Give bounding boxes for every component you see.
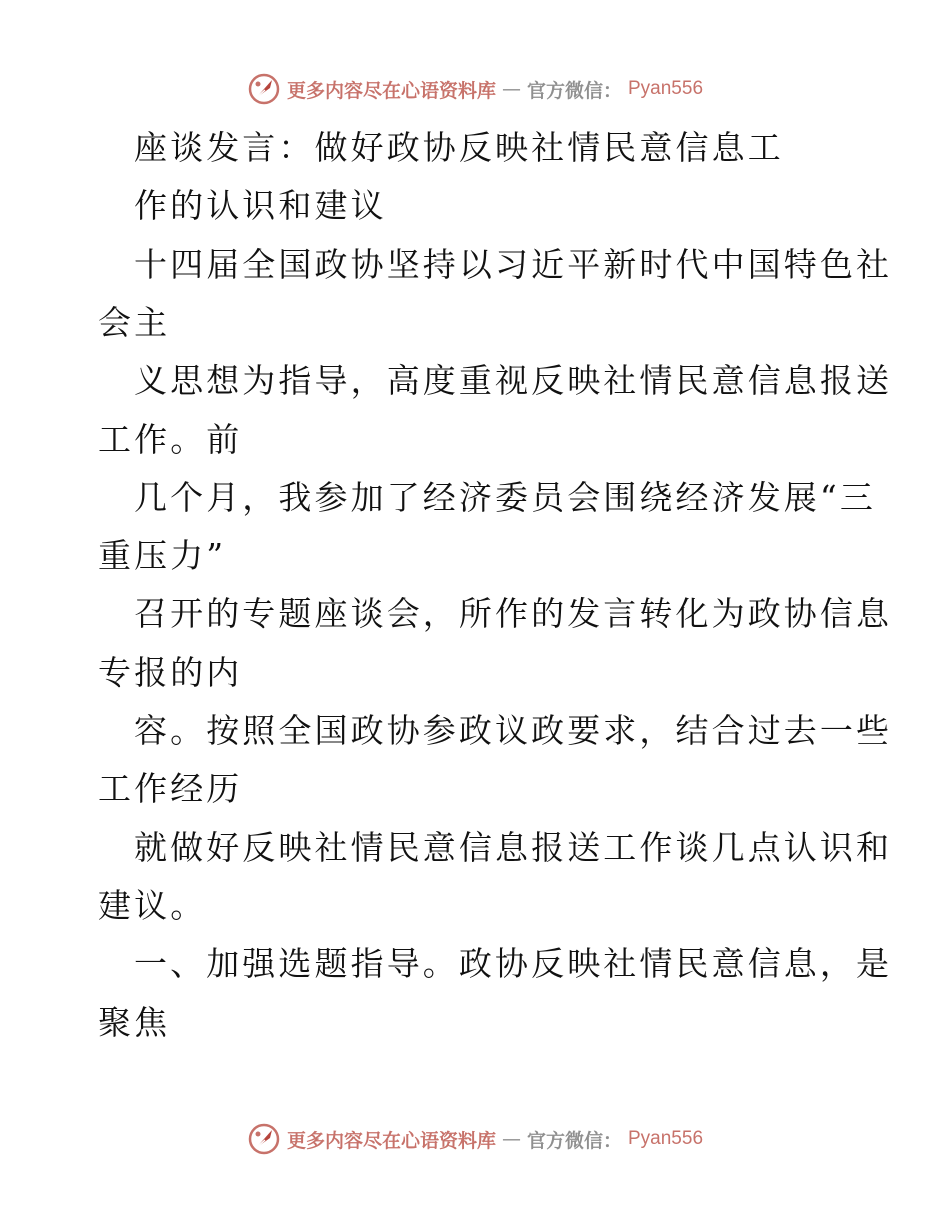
- text-line: 建议。: [98, 886, 207, 925]
- watermark-site-text: 更多内容尽在心语资料库: [286, 79, 496, 102]
- watermark-label: 官方微信：: [526, 1129, 622, 1152]
- quill-logo-icon: [247, 1122, 281, 1156]
- text-line: 一、加强选题指导。政协反映社情民意信息，是: [134, 944, 893, 983]
- text-line: 工作经历: [98, 769, 243, 808]
- text-line: 就做好反映社情民意信息报送工作谈几点认识和: [134, 828, 893, 867]
- watermark-label: 官方微信：: [526, 79, 622, 102]
- watermark-dash: —: [501, 1128, 521, 1150]
- text-line: 专报的内: [98, 653, 243, 692]
- watermark-site-text: 更多内容尽在心语资料库: [286, 1129, 496, 1152]
- watermark-wechat-id: Pyan556: [628, 1128, 704, 1149]
- text-line: 十四届全国政协坚持以习近平新时代中国特色社: [134, 245, 893, 284]
- text-line: 聚焦: [98, 1003, 171, 1042]
- watermark-dash: —: [501, 78, 521, 100]
- quill-logo-icon: [247, 72, 281, 106]
- text-line: 几个月，我参加了经济委员会围绕经济发展“三: [134, 478, 876, 517]
- header-watermark: [0, 72, 950, 106]
- footer-watermark: [0, 1122, 950, 1156]
- text-line: 容。按照全国政协参政议政要求，结合过去一些: [134, 711, 893, 750]
- text-line: 重压力”: [98, 536, 227, 575]
- text-line: 会主: [98, 303, 171, 342]
- text-line: 座谈发言：做好政协反映社情民意信息工: [134, 128, 784, 167]
- watermark-wechat-id: Pyan556: [628, 78, 704, 99]
- text-line: 义思想为指导，高度重视反映社情民意信息报送: [134, 361, 893, 400]
- text-line: 作的认识和建议: [134, 186, 387, 225]
- text-line: 召开的专题座谈会，所作的发言转化为政协信息: [134, 594, 893, 633]
- text-line: 工作。前: [98, 420, 243, 459]
